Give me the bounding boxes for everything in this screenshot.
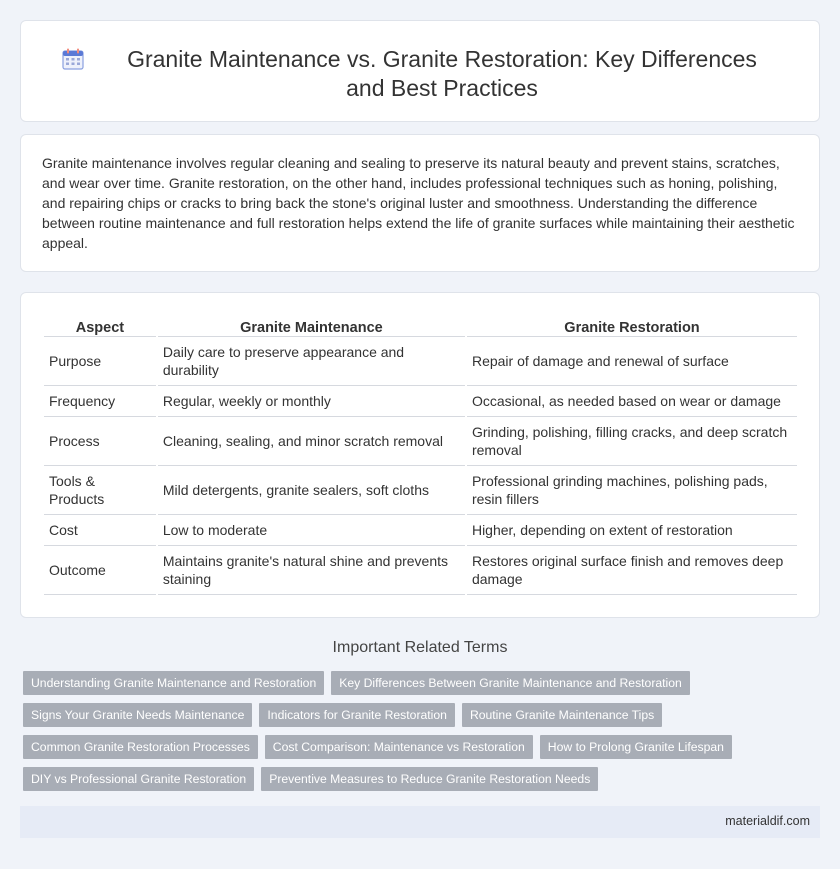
table-cell-maintenance: Low to moderate (158, 515, 465, 546)
table-cell-aspect: Frequency (44, 386, 156, 417)
table-row (44, 515, 797, 546)
table-row (44, 337, 797, 386)
table-cell-aspect: Purpose (44, 337, 156, 386)
related-term-link[interactable]: Indicators for Granite Restoration (259, 703, 455, 727)
table-cell-restoration: Occasional, as needed based on wear or damage (467, 386, 797, 417)
column-header-maintenance: Granite Maintenance (158, 315, 465, 337)
comparison-card (20, 292, 820, 618)
table-cell-restoration: Grinding, polishing, filling cracks, and deep scratch removal (467, 417, 797, 466)
related-term-link[interactable]: How to Prolong Granite Lifespan (540, 735, 732, 759)
table-cell-aspect: Process (44, 417, 156, 466)
intro-card (20, 134, 820, 272)
related-term-link[interactable]: Understanding Granite Maintenance and Restoration (23, 671, 324, 695)
intro-paragraph: Granite maintenance involves regular cleaning and sealing to preserve its natural beauty and prevent stains, scratches, and wear over time. Granite restoration, on the other hand, includes professional techniques such as honing, polishing, and repairing chips or cracks to bring back the stone's original luster and smoothness. Understanding the difference between routine maintenance and full restoration helps extend the life of granite surfaces while maintaining their aesthetic appeal. (42, 155, 795, 252)
related-term-link[interactable]: Cost Comparison: Maintenance vs Restoration (265, 735, 533, 759)
related-term-link[interactable]: Routine Granite Maintenance Tips (462, 703, 662, 727)
related-term-link[interactable]: DIY vs Professional Granite Restoration (23, 767, 254, 791)
table-cell-maintenance: Mild detergents, granite sealers, soft cloths (158, 466, 465, 515)
table-cell-maintenance: Daily care to preserve appearance and durability (158, 337, 465, 386)
table-cell-aspect: Tools & Products (44, 466, 156, 515)
footer-bar (20, 806, 820, 838)
table-cell-aspect: Outcome (44, 546, 156, 595)
column-header-restoration: Granite Restoration (467, 315, 797, 337)
column-header-aspect: Aspect (44, 315, 156, 337)
table-cell-restoration: Restores original surface finish and removes deep damage (467, 546, 797, 595)
table-cell-aspect: Cost (44, 515, 156, 546)
table-row (44, 466, 797, 515)
header-card (20, 20, 820, 122)
table-cell-restoration: Repair of damage and renewal of surface (467, 337, 797, 386)
table-header-row (44, 315, 797, 337)
related-terms-list (23, 671, 803, 791)
table-row (44, 546, 797, 595)
comparison-table (42, 315, 799, 595)
calendar-icon (61, 47, 85, 71)
table-cell-restoration: Higher, depending on extent of restoration (467, 515, 797, 546)
related-term-link[interactable]: Preventive Measures to Reduce Granite Restoration Needs (261, 767, 598, 791)
related-term-link[interactable]: Common Granite Restoration Processes (23, 735, 258, 759)
table-cell-maintenance: Maintains granite's natural shine and prevents staining (158, 546, 465, 595)
table-row (44, 417, 797, 466)
site-name: materialdif.com (725, 814, 810, 828)
table-cell-restoration: Professional grinding machines, polishing pads, resin fillers (467, 466, 797, 515)
table-cell-maintenance: Cleaning, sealing, and minor scratch removal (158, 417, 465, 466)
table-row (44, 386, 797, 417)
related-term-link[interactable]: Signs Your Granite Needs Maintenance (23, 703, 252, 727)
related-terms-heading: Important Related Terms (332, 639, 508, 656)
related-term-link[interactable]: Key Differences Between Granite Maintenance and Restoration (331, 671, 690, 695)
table-cell-maintenance: Regular, weekly or monthly (158, 386, 465, 417)
page-title: Granite Maintenance vs. Granite Restoration: Key Differences and Best Practices (127, 46, 757, 101)
